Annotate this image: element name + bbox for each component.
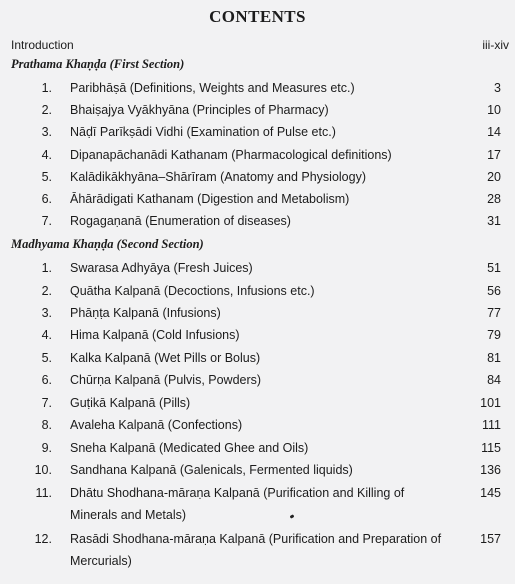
toc-entry — [0, 170, 515, 190]
entry-title-continuation: Mercurials) — [70, 554, 132, 568]
toc-entry — [0, 81, 515, 101]
entry-number: 1. — [41, 261, 52, 275]
entry-title: Avaleha Kalpanā (Confections) — [70, 418, 243, 432]
toc-entry — [0, 532, 515, 568]
entry-title: Hima Kalpanā (Cold Infusions) — [70, 328, 240, 342]
toc-entry — [0, 284, 515, 304]
entry-title: Quātha Kalpanā (Decoctions, Infusions etc.) — [70, 284, 315, 298]
entry-number: 10. — [34, 463, 52, 477]
entry-title: Rogagaṇanā (Enumeration of diseases) — [70, 214, 291, 228]
entry-title: Bhaiṣajya Vyākhyāna (Principles of Pharmacy) — [70, 103, 329, 117]
toc-entry — [0, 463, 515, 483]
entry-number: 7. — [41, 396, 52, 410]
entry-title: Chūrṇa Kalpanā (Pulvis, Powders) — [70, 373, 262, 387]
entry-number: 3. — [41, 306, 52, 320]
entry-page: 77 — [487, 306, 501, 320]
toc-entry — [0, 486, 515, 522]
section-heading-second: Madhyama Khaṇḍa (Second Section) — [11, 237, 204, 251]
entry-page: 10 — [487, 103, 501, 117]
entry-number: 5. — [41, 170, 52, 184]
introduction-pages: iii-xiv — [482, 38, 509, 52]
entry-title: Rasādi Shodhana-māraṇa Kalpanā (Purification and Preparation of — [70, 532, 442, 546]
entry-page: 157 — [480, 532, 501, 546]
entry-title: Swarasa Adhyāya (Fresh Juices) — [70, 261, 253, 275]
entry-title: Guṭikā Kalpanā (Pills) — [70, 396, 191, 410]
entry-number: 2. — [41, 103, 52, 117]
entry-number: 4. — [41, 148, 52, 162]
entry-page: 31 — [487, 214, 501, 228]
entry-number: 11. — [35, 486, 52, 500]
entry-page: 115 — [481, 441, 501, 455]
entry-title: Dhātu Shodhana-māraṇa Kalpanā (Purification and Killing of — [70, 486, 405, 500]
entry-number: 2. — [41, 284, 52, 298]
entry-page: 28 — [487, 192, 501, 206]
entry-number: 3. — [41, 125, 52, 139]
toc-entry — [0, 396, 515, 416]
entry-title-continuation: Minerals and Metals) — [70, 508, 187, 522]
entry-page: 84 — [487, 373, 501, 387]
entry-page: 111 — [481, 418, 501, 432]
entry-page: 20 — [487, 170, 501, 184]
entry-page: 14 — [487, 125, 501, 139]
entry-title: Phāṇṭa Kalpanā (Infusions) — [70, 306, 221, 320]
entry-number: 1. — [41, 81, 52, 95]
entry-number: 6. — [41, 192, 52, 206]
entry-title: Kalādikākhyāna–Shārīram (Anatomy and Physiology) — [70, 170, 366, 184]
entry-number: 9. — [41, 441, 52, 455]
toc-entry — [0, 441, 515, 461]
entry-page: 136 — [480, 463, 501, 477]
entry-page: 145 — [480, 486, 501, 500]
entry-page: 101 — [480, 396, 501, 410]
entry-title: Kalka Kalpanā (Wet Pills or Bolus) — [70, 351, 261, 365]
section-heading-first: Prathama Khaṇḍa (First Section) — [11, 57, 185, 71]
toc-entry — [0, 148, 515, 168]
toc-entry — [0, 103, 515, 123]
entry-number: 12. — [34, 532, 52, 546]
toc-entry — [0, 125, 515, 145]
toc-entry — [0, 328, 515, 348]
page-title: CONTENTS — [209, 7, 306, 26]
entry-title: Āhārādigati Kathanam (Digestion and Metabolism) — [70, 192, 350, 206]
toc-entry — [0, 306, 515, 326]
entry-page: 81 — [487, 351, 501, 365]
toc-entry — [0, 214, 515, 234]
entry-title: Dipanapāchanādi Kathanam (Pharmacological definitions) — [70, 148, 392, 162]
entry-page: 56 — [487, 284, 501, 298]
entry-number: 8. — [41, 418, 52, 432]
introduction-row — [11, 38, 509, 52]
ink-speck — [290, 514, 295, 519]
entry-page: 51 — [487, 261, 501, 275]
toc-entry — [0, 261, 515, 281]
toc-entry — [0, 192, 515, 212]
entry-title: Sneha Kalpanā (Medicated Ghee and Oils) — [70, 441, 309, 455]
entry-number: 6. — [41, 373, 52, 387]
entry-title: Paribhāṣā (Definitions, Weights and Measures etc.) — [70, 81, 355, 95]
entry-page: 79 — [487, 328, 501, 342]
entry-title: Sandhana Kalpanā (Galenicals, Fermented liquids) — [70, 463, 353, 477]
entry-page: 3 — [494, 81, 501, 95]
toc-entry — [0, 373, 515, 393]
toc-entry — [0, 418, 515, 438]
entry-number: 5. — [41, 351, 52, 365]
entry-number: 7. — [41, 214, 52, 228]
entry-page: 17 — [487, 148, 501, 162]
toc-entry — [0, 351, 515, 371]
entry-title: Nāḍī Parīkṣādi Vidhi (Examination of Pulse etc.) — [70, 125, 336, 139]
entry-number: 4. — [41, 328, 52, 342]
introduction-label: Introduction — [11, 38, 74, 52]
